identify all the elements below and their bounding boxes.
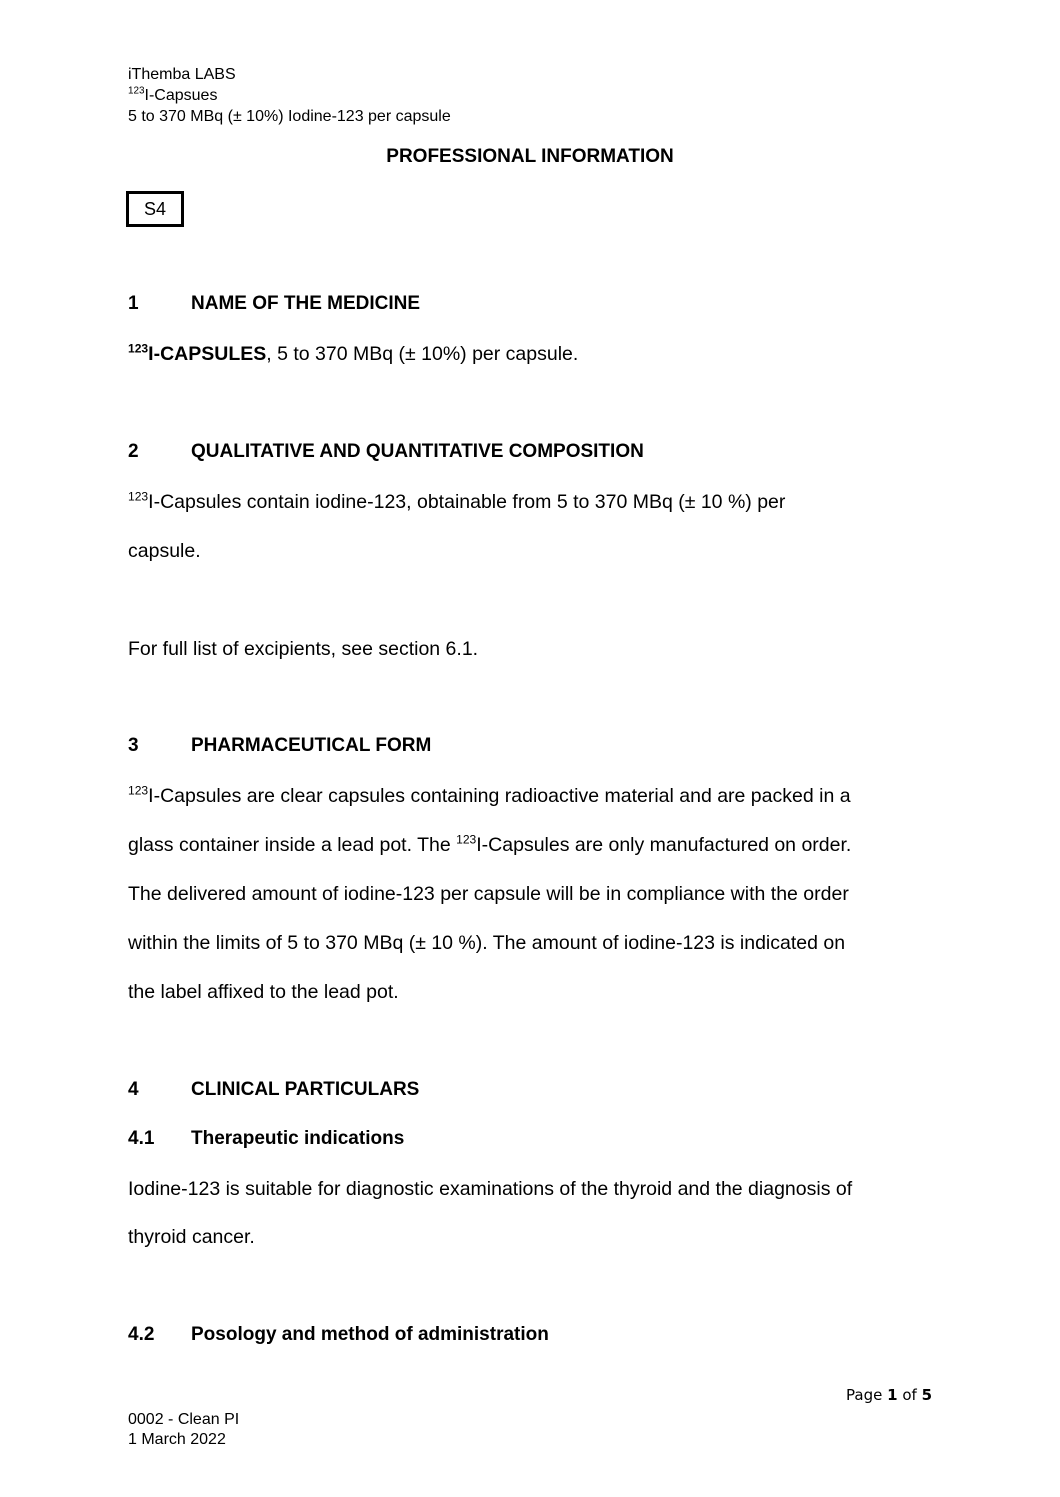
excipients-note: For full list of excipients, see section 6.1. — [128, 638, 479, 660]
indications-line-2: thyroid cancer. — [128, 1226, 255, 1248]
page-title: PROFESSIONAL INFORMATION — [386, 146, 674, 167]
form-superscript: 123 — [456, 832, 477, 847]
medicine-name — [128, 342, 578, 366]
header-product-name: I-Capsues — [144, 87, 218, 104]
header-product-superscript: 123 — [128, 85, 145, 97]
section-title: PHARMACEUTICAL FORM — [191, 735, 432, 756]
form-line-1 — [128, 784, 851, 808]
header-company: iThemba LABS — [128, 66, 236, 83]
header-activity-line: 5 to 370 MBq (± 10%) Iodine-123 per capsule — [128, 108, 451, 125]
form-line-2 — [128, 833, 851, 857]
page-total: 5 — [921, 1386, 932, 1404]
medicine-name-superscript: 123 — [128, 341, 149, 356]
form-text: glass container inside a lead pot. The — [128, 834, 457, 856]
section-number: 4.2 — [128, 1324, 155, 1345]
section-number: 4.1 — [128, 1128, 155, 1149]
section-title: Therapeutic indications — [191, 1128, 405, 1149]
section-title: Posology and method of administration — [191, 1324, 549, 1345]
section-4-heading — [128, 1079, 928, 1103]
section-number: 1 — [128, 293, 139, 314]
composition-line-1 — [128, 490, 785, 514]
form-text: I-Capsules are only manufactured on order. — [476, 834, 852, 856]
form-line-3: The delivered amount of iodine-123 per capsule will be in compliance with the order — [128, 883, 849, 905]
form-superscript: 123 — [128, 783, 149, 798]
section-2-heading — [128, 441, 928, 465]
footer-doc-code: 0002 - Clean PI — [128, 1411, 240, 1428]
composition-superscript: 123 — [128, 489, 149, 504]
medicine-name-bold: I-CAPSULES — [148, 343, 267, 365]
section-title: NAME OF THE MEDICINE — [191, 293, 421, 314]
form-line-4: within the limits of 5 to 370 MBq (± 10 %). The amount of iodine-123 is indicated on — [128, 932, 846, 954]
page-number-of: of — [897, 1386, 922, 1404]
form-text: I-Capsules are clear capsules containing radioactive material and are packed in a — [148, 785, 851, 807]
composition-line-2: capsule. — [128, 540, 201, 562]
page-current: 1 — [887, 1386, 898, 1404]
section-number: 4 — [128, 1079, 139, 1100]
composition-text: I-Capsules contain iodine-123, obtainable from 5 to 370 MBq (± 10 %) per — [148, 491, 786, 513]
page-number — [846, 1386, 932, 1404]
footer-date: 1 March 2022 — [128, 1431, 226, 1448]
section-3-heading — [128, 735, 928, 759]
section-number: 2 — [128, 441, 139, 462]
schedule-badge: S4 — [126, 191, 184, 227]
page-number-prefix: Page — [846, 1386, 888, 1404]
medicine-name-rest: , 5 to 370 MBq (± 10%) per capsule. — [266, 343, 579, 365]
form-line-5: the label affixed to the lead pot. — [128, 981, 399, 1003]
section-1-heading — [128, 293, 928, 317]
header-product — [128, 85, 217, 106]
section-4-2-heading — [128, 1324, 928, 1348]
section-number: 3 — [128, 735, 139, 756]
section-title: CLINICAL PARTICULARS — [191, 1079, 420, 1100]
indications-line-1: Iodine-123 is suitable for diagnostic examinations of the thyroid and the diagnosis of — [128, 1178, 853, 1200]
section-title: QUALITATIVE AND QUANTITATIVE COMPOSITION — [191, 441, 644, 462]
section-4-1-heading — [128, 1128, 928, 1152]
